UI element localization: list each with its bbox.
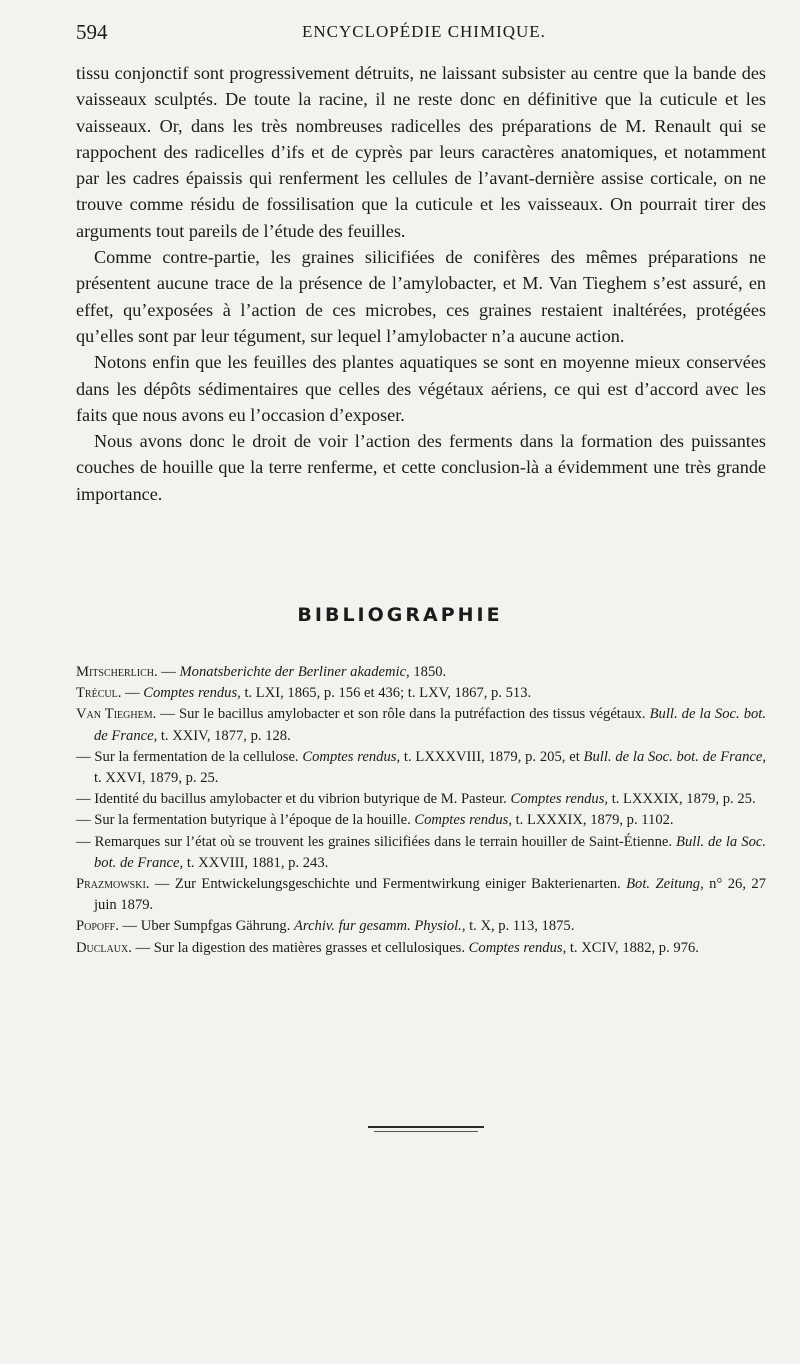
entry-author: Van Tieghem.: [76, 706, 157, 723]
entry-title: Bull. de la Soc. bot. de France,: [583, 748, 767, 765]
paragraph: tissu conjonctif sont progressivement détruits, ne laissant subsister au centre que la bande des vaisseaux sculptés. De toute la racine, il ne reste donc en définitive que la cuticule et les vaisseaux. Or, dans les très nombreuses radicelles des préparations de M. Renault qui se rappochent des radicelles d’ifs et de cyprès par leurs caractères anatomiques, et notamment par les cadres épaissis qui renferment les cellules de l’avant-dernière assise corticale, on ne trouve comme résidu de fossilisation que la cuticule et les vaisseaux. On pourrait tirer des arguments tout pareils de l’étude des feuilles.: [76, 63, 766, 241]
entry-details: t. LXXXVIII, 1879, p. 205, et: [400, 748, 584, 765]
entry-text: Uber Sumpfgas Gährung.: [140, 918, 295, 935]
end-rule: [368, 1126, 484, 1128]
entry-separator: —: [76, 812, 95, 829]
bibliography-entry: [76, 810, 766, 831]
page-header: [76, 20, 766, 50]
entry-separator: —: [118, 918, 141, 935]
entry-details: t. LXXXIX, 1879, p. 25.: [608, 791, 756, 808]
entry-title: Comptes rendus,: [414, 812, 512, 829]
entry-text: Sur le bacillus amylobacter et son rôle dans la putréfaction des tissus végétaux.: [178, 706, 650, 723]
entry-separator: —: [149, 876, 175, 893]
entry-details: 1850.: [409, 664, 447, 680]
paragraph: Notons enfin que les feuilles des plantes aquatiques se sont en moyenne mieux conservées dans les dépôts sédimentaires que celles des végétaux aériens, ce qui est d’accord avec les faits que nous avons eu l’occasion d’exposer.: [76, 352, 766, 425]
entry-title: Bull. de la Soc. bot. de France,: [94, 706, 767, 744]
bibliography-entry: [76, 916, 766, 937]
entry-text: Sur la fermentation butyrique à l’époque de la houille.: [94, 812, 415, 829]
entry-title: Bot. Zeitung,: [626, 876, 704, 893]
paragraph: Nous avons donc le droit de voir l’action des ferments dans la formation des puissantes couches de houille que la terre renferme, et cette conclusion-là a évidemment une très grande importance.: [76, 431, 766, 504]
entry-title: Comptes rendus,: [468, 939, 567, 956]
entry-title: Comptes rendus,: [302, 748, 401, 765]
bibliography-entry: [76, 683, 766, 704]
entry-details: t. LXXXIX, 1879, p. 1102.: [511, 812, 674, 829]
entry-text: Identité du bacillus amylobacter et du vibrion butyrique de M. Pasteur.: [94, 791, 511, 808]
entry-title: Comptes rendus,: [143, 685, 241, 702]
entry-author: Prazmowski.: [76, 876, 150, 893]
entry-separator: —: [156, 706, 179, 723]
entry-separator: —: [76, 833, 95, 850]
entry-author: Trécul.: [76, 685, 122, 702]
entry-text: Sur la fermentation de la cellulose.: [94, 748, 303, 765]
bibliography-entry: [76, 747, 766, 789]
entry-text: Sur la digestion des matières grasses et cellulosiques.: [153, 939, 469, 956]
bibliography-list: [76, 662, 766, 959]
bibliography-entry: [76, 874, 766, 916]
body-text: [76, 60, 766, 507]
entry-details: t. XXVI, 1879, p. 25.: [94, 770, 219, 787]
entry-author: Mitscherlich.: [76, 664, 158, 680]
entry-text: Zur Entwickelungsgeschichte und Fermentwirkung einiger Bakterienarten.: [174, 876, 627, 893]
paragraph: Comme contre-partie, les graines silicifiées de conifères des mêmes préparations ne présentent aucune trace de la présence de l’amylobacter, et M. Van Tieghem s’est assuré, en effet, qu’exposées à l’action de ces microbes, ces graines restaient inaltérées, protégées qu’elles sont par leur tégument, sur lequel l’amylobacter n’a aucune action.: [76, 247, 766, 346]
entry-details: n° 26, 27 juin 1879.: [94, 876, 767, 914]
entry-details: t. XXVIII, 1881, p. 243.: [183, 854, 329, 871]
entry-separator: —: [157, 664, 180, 680]
entry-details: t. X, p. 113, 1875.: [465, 918, 575, 935]
bibliography-heading: BIBLIOGRAPHIE: [297, 604, 503, 626]
entry-separator: —: [76, 748, 95, 765]
bibliography-entry: [76, 662, 766, 683]
entry-title: Bull. de la Soc. bot. de France,: [94, 833, 766, 871]
entry-title: Archiv. fur gesamm. Physiol.,: [294, 918, 466, 935]
bibliography-entry: [76, 938, 766, 959]
bibliography-entry: [76, 832, 766, 874]
entry-text: Remarques sur l’état où se trouvent les graines silicifiées dans le terrain houiller de Saint-Étienne.: [94, 833, 677, 850]
end-rule-thin: [374, 1131, 478, 1132]
entry-details: t. XCIV, 1882, p. 976.: [566, 939, 699, 956]
entry-separator: —: [121, 685, 144, 702]
entry-title: Monatsberichte der Berliner akademic,: [179, 664, 410, 680]
page-number: 594: [76, 20, 108, 44]
entry-title: Comptes rendus,: [510, 791, 609, 808]
entry-details: t. LXI, 1865, p. 156 et 436; t. LXV, 1867, p. 513.: [240, 685, 532, 702]
bibliography-entry: [76, 789, 766, 810]
entry-author: Duclaux.: [76, 939, 132, 956]
entry-details: t. XXIV, 1877, p. 128.: [157, 727, 291, 744]
running-title: ENCYCLOPÉDIE CHIMIQUE.: [302, 22, 546, 41]
entry-author: Popoff.: [76, 918, 119, 935]
entry-separator: —: [76, 791, 95, 808]
bibliography-entry: [76, 704, 766, 746]
entry-separator: —: [131, 939, 154, 956]
